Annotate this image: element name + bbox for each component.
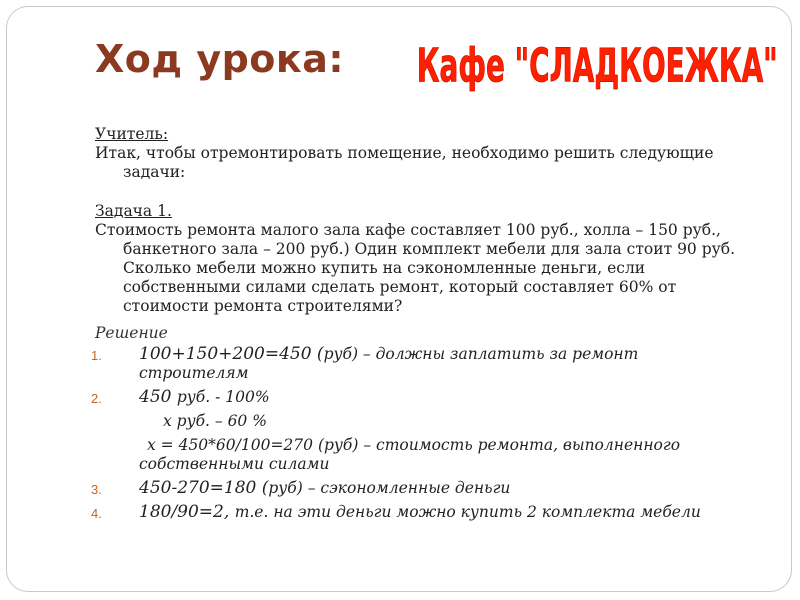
step-main: 450 xyxy=(139,387,177,407)
cafe-wordart xyxy=(407,37,787,107)
step-line: x = 450*60/100=270 (руб) – стоимость ремонта, выполненного собственными силами xyxy=(139,436,681,473)
step-number: 3. xyxy=(91,482,102,497)
step-unit: руб xyxy=(323,345,352,363)
slide xyxy=(6,6,792,592)
step-unit: руб xyxy=(268,479,297,497)
step-rest: ) – должны заплатить за ремонт строителям xyxy=(139,345,639,382)
step-rest: 2 комплекта мебели xyxy=(526,503,701,521)
cafe-wordart-text: Кафе "СЛАДКОЕЖКА" xyxy=(416,39,778,93)
solution-label: Решение xyxy=(95,324,168,342)
task-label: Задача 1. xyxy=(95,202,172,220)
solution-step-2-line-3 xyxy=(95,436,745,474)
step-line: x руб. – 60 % xyxy=(163,412,267,430)
solution-step-1 xyxy=(91,344,745,383)
step-rest: ) – сэкономленные деньги xyxy=(296,479,511,497)
step-unit: руб. - 100% xyxy=(176,388,270,406)
step-number: 1. xyxy=(91,348,102,363)
step-number: 4. xyxy=(91,506,102,521)
solution-step-3 xyxy=(91,478,745,498)
task-paragraph: Стоимость ремонта малого зала кафе составляет 100 руб., холла – 150 руб., банкетного зала – 200 руб.) Один комплект мебели для зала стоит 90 руб. Сколько мебели можно купить на сэкономленные деньги, если собственными силами сделать ремонт, который составляет 60% от стоимости ремонта строителями? xyxy=(95,221,736,315)
step-number: 2. xyxy=(91,391,102,406)
slide-content xyxy=(91,125,745,527)
solution-step-2-line-2 xyxy=(95,412,745,431)
cafe-wordart-graphic xyxy=(407,37,787,107)
intro-paragraph: Итак, чтобы отремонтировать помещение, необходимо решить следующие задачи: xyxy=(95,144,714,181)
solution-step-2 xyxy=(91,387,745,407)
teacher-label: Учитель: xyxy=(95,125,169,143)
solution-step-4 xyxy=(91,502,745,522)
step-main: 180/90=2, xyxy=(139,502,235,522)
solution-steps xyxy=(91,344,745,522)
step-unit: т.е. на эти деньги можно купить xyxy=(234,503,527,521)
slide-title: Ход урока: xyxy=(95,37,345,81)
step-main: 450-270=180 ( xyxy=(139,478,269,498)
step-main: 100+150+200=450 ( xyxy=(139,344,324,364)
